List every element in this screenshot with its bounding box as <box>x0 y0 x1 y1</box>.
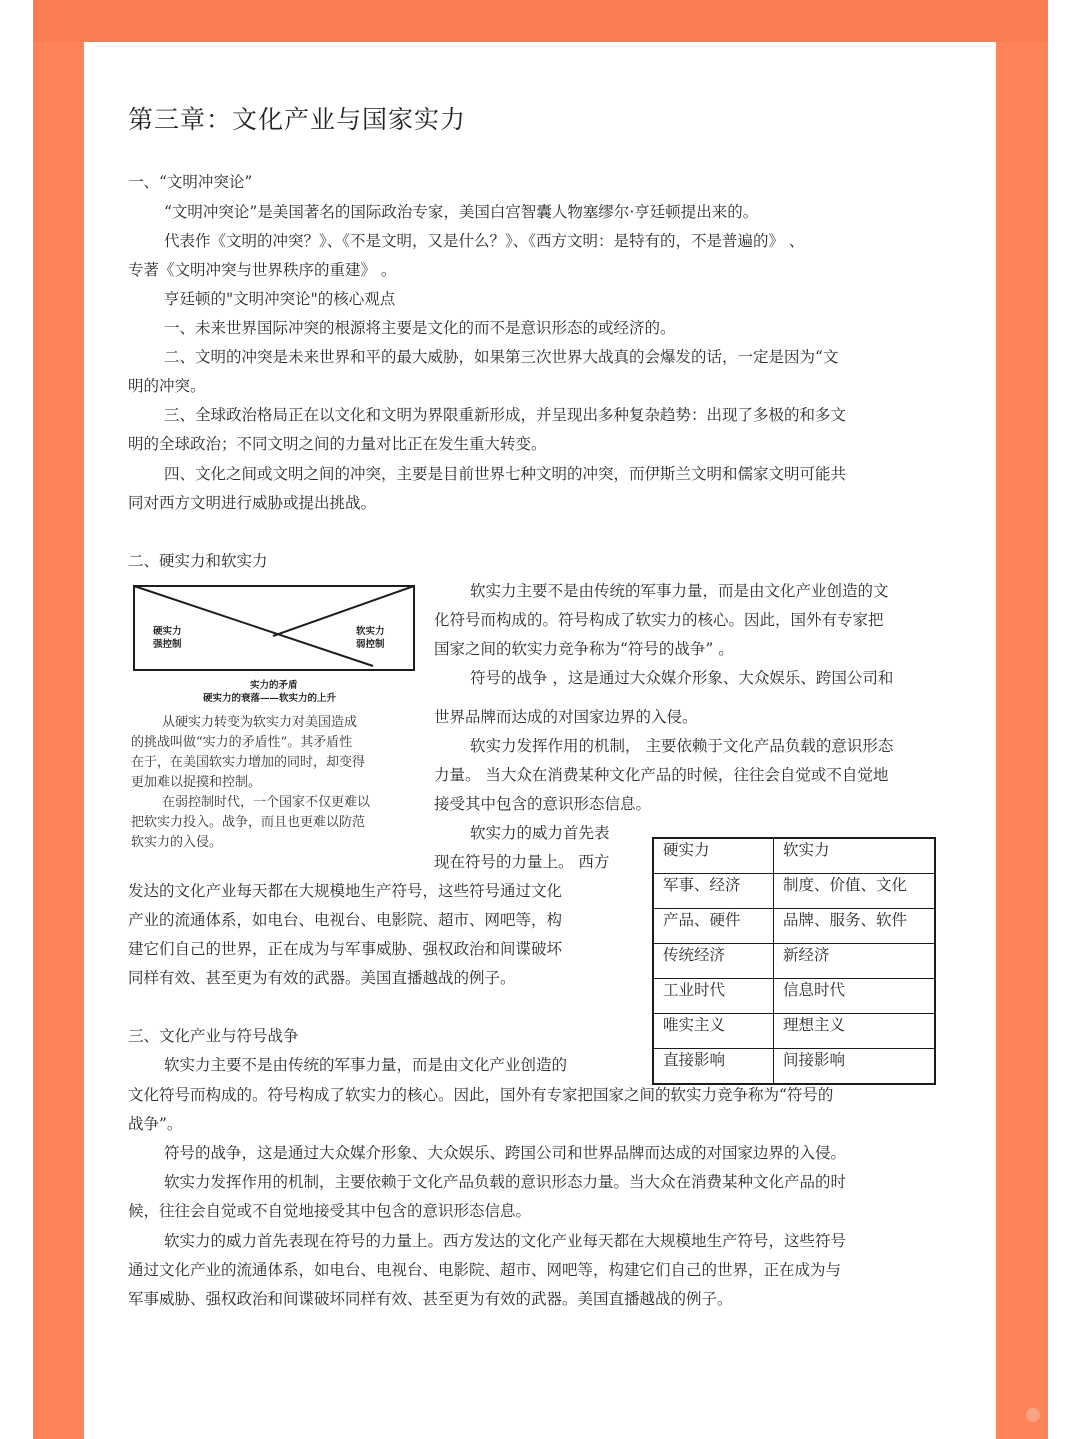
table-row <box>653 1014 935 1049</box>
power-diagram <box>133 584 418 674</box>
table-cell-soft-power: 间接影响 <box>774 1049 936 1085</box>
paragraph: 软实力发挥作用的机制，主要依赖于文化产品负载的意识形态力量。当大众在消费某种文化产品的时 <box>164 1173 847 1191</box>
side-note: 更加难以捉摸和控制。 <box>131 775 262 790</box>
paragraph: 一、未来世界国际冲突的根源将主要是文化的而不是意识形态的或经济的。 <box>164 319 676 337</box>
diagram-caption-2: 硬实力的衰落——软实力的上升 <box>203 693 337 704</box>
side-note: 在弱控制时代，一个国家不仅更难以 <box>162 795 371 810</box>
paragraph: 软实力发挥作用的机制， 主要依赖于文化产品负载的意识形态 <box>470 737 894 755</box>
paragraph: 现在符号的力量上。 西方 <box>434 853 610 871</box>
paragraph: 战争”。 <box>128 1115 183 1133</box>
side-note: 软实力的入侵。 <box>131 835 223 850</box>
paragraph: 亨廷顿的"文明冲突论"的核心观点 <box>164 290 396 308</box>
diagram-caption-1: 实力的矛盾 <box>250 680 298 691</box>
paragraph: 软实力主要不是由传统的军事力量，而是由文化产业创造的文 <box>470 582 889 600</box>
paragraph: 符号的战争 ，这是通过大众媒介形象、大众娱乐、跨国公司和 <box>470 669 894 687</box>
paragraph: 文化符号而构成的。符号构成了软实力的核心。因此，国外有专家把国家之间的软实力竞争称为“符号的 <box>128 1086 834 1104</box>
paragraph: 建它们自己的世界，正在成为与军事威胁、强权政治和间谍破坏 <box>128 940 563 958</box>
table-cell-hard-power: 直接影响 <box>653 1049 774 1085</box>
paragraph: 三、全球政治格局正在以文化和文明为界限重新形成，并呈现出多种复杂趋势：出现了多极的和多文 <box>164 406 847 424</box>
paragraph: 产业的流通体系，如电台、电视台、电影院、超市、网吧等，构 <box>128 911 563 929</box>
paragraph: 软实力的威力首先表现在符号的力量上。西方发达的文化产业每天都在大规模地生产符号，这些符号 <box>164 1232 847 1250</box>
paragraph: 力量。 当大众在消费某种文化产品的时候，往往会自觉或不自觉地 <box>434 766 889 784</box>
diagram-label-hard-control: 强控制 <box>153 639 182 650</box>
paragraph: 同样有效、甚至更为有效的武器。美国直播越战的例子。 <box>128 969 516 987</box>
table-cell-hard-power: 传统经济 <box>653 944 774 979</box>
table-row <box>653 944 935 979</box>
table-cell-soft-power: 信息时代 <box>774 979 936 1014</box>
table-row <box>653 838 935 874</box>
section-heading-3: 三、文化产业与符号战争 <box>128 1027 299 1045</box>
table-cell-hard-power: 产品、硬件 <box>653 909 774 944</box>
paragraph: “文明冲突论”是美国著名的国际政治专家，美国白宫智囊人物塞缪尔·亨廷顿提出来的。 <box>164 203 759 221</box>
paragraph: 军事威胁、强权政治和间谍破坏同样有效、甚至更为有效的武器。美国直播越战的例子。 <box>128 1290 733 1308</box>
section-heading-1: 一、“文明冲突论” <box>128 173 253 191</box>
table-cell-soft-power: 制度、价值、文化 <box>774 874 936 909</box>
paragraph: 同对西方文明进行威胁或提出挑战。 <box>128 494 377 512</box>
paragraph: 国家之间的软实力竞争称为“符号的战争” 。 <box>434 640 734 658</box>
hard-soft-power-table <box>652 837 936 1085</box>
table-row <box>653 979 935 1014</box>
table-row <box>653 1049 935 1085</box>
paragraph: 符号的战争，这是通过大众媒介形象、大众娱乐、跨国公司和世界品牌而达成的对国家边界的入侵。 <box>164 1144 847 1162</box>
paragraph: 发达的文化产业每天都在大规模地生产符号，这些符号通过文化 <box>128 882 563 900</box>
paragraph: 明的冲突。 <box>128 377 206 395</box>
orange-frame-top <box>33 0 1048 42</box>
side-note: 把软实力投入。战争，而且也更难以防范 <box>131 815 366 830</box>
table-cell-soft-power: 理想主义 <box>774 1014 936 1049</box>
table-row <box>653 909 935 944</box>
paragraph: 接受其中包含的意识形态信息。 <box>434 795 652 813</box>
paragraph: 专著《文明冲突与世界秩序的重建》 。 <box>128 261 397 279</box>
paragraph: 软实力的威力首先表 <box>470 824 610 842</box>
section-heading-2: 二、硬实力和软实力 <box>128 552 268 570</box>
paragraph: 世界品牌而达成的对国家边界的入侵。 <box>434 708 698 726</box>
table-row <box>653 874 935 909</box>
diagram-label-soft: 软实力 <box>356 626 385 637</box>
watermark-icon <box>1026 1408 1040 1422</box>
paragraph: 通过文化产业的流通体系，如电台、电视台、电影院、超市、网吧等，构建它们自己的世界，正在成为与 <box>128 1261 842 1279</box>
table-cell-hard-power: 硬实力 <box>653 838 774 874</box>
side-note: 从硬实力转变为软实力对美国造成 <box>162 715 358 730</box>
paragraph: 代表作《文明的冲突？》、《不是文明，又是什么？》、《西方文明：是特有的，不是普遍的》 、 <box>164 232 805 250</box>
page-title: 第三章：文化产业与国家实力 <box>128 105 467 134</box>
table-cell-soft-power: 软实力 <box>774 838 936 874</box>
table-cell-hard-power: 唯实主义 <box>653 1014 774 1049</box>
diagram-label-soft-control: 弱控制 <box>356 639 385 650</box>
paragraph: 明的全球政治；不同文明之间的力量对比正在发生重大转变。 <box>128 435 547 453</box>
side-note: 在于，在美国软实力增加的同时，却变得 <box>131 755 366 770</box>
paragraph: 四、文化之间或文明之间的冲突，主要是目前世界七种文明的冲突，而伊斯兰文明和儒家文明可能共 <box>164 465 847 483</box>
paragraph: 化符号而构成的。符号构成了软实力的核心。因此，国外有专家把 <box>434 611 884 629</box>
table-cell-soft-power: 新经济 <box>774 944 936 979</box>
paragraph: 候，往往会自觉或不自觉地接受其中包含的意识形态信息。 <box>128 1202 532 1220</box>
table-cell-soft-power: 品牌、服务、软件 <box>774 909 936 944</box>
side-note: 的挑战叫做“实力的矛盾性”。其矛盾性 <box>131 735 353 750</box>
diagram-label-hard: 硬实力 <box>153 626 182 637</box>
paragraph: 二、文明的冲突是未来世界和平的最大威胁，如果第三次世界大战真的会爆发的话，一定是因为“文 <box>164 348 839 366</box>
table-cell-hard-power: 工业时代 <box>653 979 774 1014</box>
paragraph: 软实力主要不是由传统的军事力量，而是由文化产业创造的 <box>164 1056 568 1074</box>
table-cell-hard-power: 军事、经济 <box>653 874 774 909</box>
